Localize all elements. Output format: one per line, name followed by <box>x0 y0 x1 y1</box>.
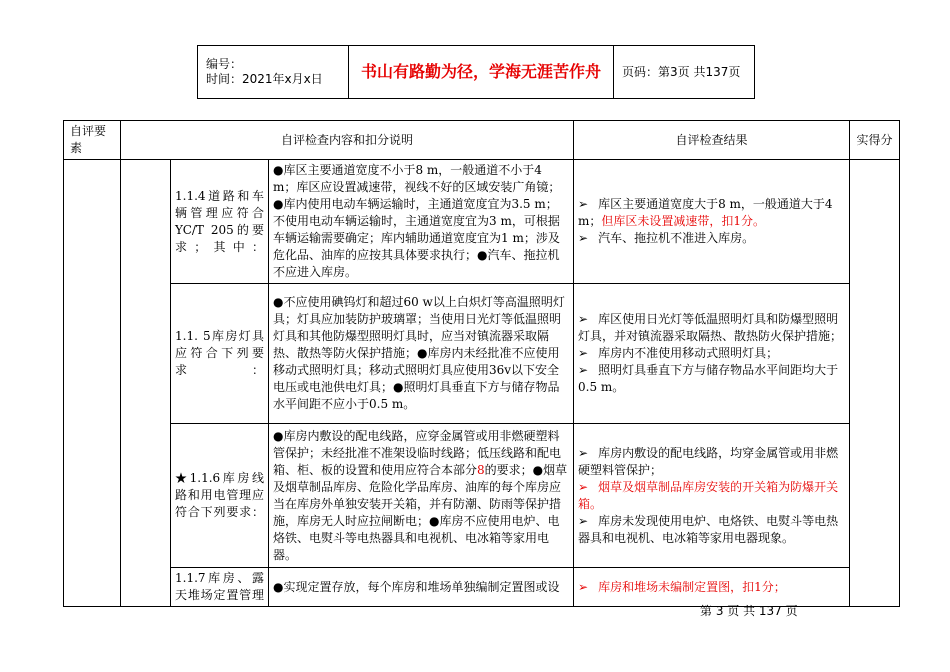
row-content: ●库房内敷设的配电线路，应穿金属管或用非燃硬塑料管保护；未经批准不准架设临时线路；低压线路和配电箱、柜、板的设置和使用应符合本部分8的要求；●烟草及烟草制品库房、危险化学品库房、油库的每个库房应当在库房外单独安装开关箱，并有防潮、防雨等保护措施，库房无人时应拉闸断电；●库房不应使用电炉、电烙铁、电熨斗等电热器具和电视机、电冰箱等家用电器。 <box>269 424 574 568</box>
row-result <box>574 284 850 424</box>
table-row <box>64 160 900 284</box>
row-label: 1.1.4道路和车辆管理应符合YC/T 205的要求；其中： <box>171 160 269 284</box>
result-item: ➢ 库区使用日光灯等低温照明灯具和防爆型照明灯具，并对镇流器采取隔热、散热防火保护措施； <box>578 311 845 345</box>
row-label: ★1.1.6库房线路和用电管理应符合下列要求： <box>171 424 269 568</box>
row-content: ●库区主要通道宽度不小于8 m，一般通道不小于4 m；库区应设置减速带，视线不好的区域安装广角镜；●库内使用电动车辆运输时，主通道宽度宜为3.5 m；不使用电动车辆运输时，主通道宽度宜为3 m，可根据车辆运输需要确定；库内辅助通道宽度宜为1 m；涉及危化品、油库的应按其具体要求执行；●汽车、拖拉机不应进入库房。 <box>269 160 574 284</box>
row-content: ●不应使用碘钨灯和超过60 w以上白炽灯等高温照明灯具；灯具应加装防护玻璃罩；当使用日光灯等低温照明灯具和其他防爆型照明灯具时，应当对镇流器采取隔热、散热等防火保护措施；●库房内未经批准不应使用移动式照明灯具；移动式照明灯具应使用36v以下安全电压或电池供电灯具；●照明灯具垂直下方与储存物品水平间距不应小于0.5 m。 <box>269 284 574 424</box>
clause-reference: 8 <box>477 462 485 477</box>
row-label: 1.1.7库房、露天堆场定置管理 <box>171 568 269 607</box>
result-item: ➢ 库区主要通道宽度大于8 m，一般通道大于4 m；但库区未设置减速带，扣1分。 <box>578 196 845 230</box>
row-result <box>574 568 850 607</box>
table-row <box>64 284 900 424</box>
result-item: ➢ 照明灯具垂直下方与储存物品水平间距均大于0.5 m。 <box>578 362 845 396</box>
document-header <box>197 45 755 99</box>
score-cell <box>850 160 900 607</box>
result-item: ➢ 库房和堆场未编制定置图，扣1分； <box>578 579 845 596</box>
col-header-element: 自评要素 <box>64 121 121 160</box>
page-footer: 第 3 页 共 137 页 <box>700 604 798 618</box>
motto: 书山有路勤为径，学海无涯苦作舟 <box>360 61 601 81</box>
row-label: 1.1. 5库房灯具应符合下列要求： <box>171 284 269 424</box>
col-header-result: 自评检查结果 <box>574 121 850 160</box>
self-evaluation-table <box>63 120 900 607</box>
result-item: ➢ 库房内不准使用移动式照明灯具； <box>578 345 845 362</box>
result-item: ➢ 库房内敷设的配电线路，均穿金属管或用非燃硬塑料管保护； <box>578 445 845 479</box>
sub-element-cell <box>121 160 171 607</box>
result-item: ➢ 库房未发现使用电炉、电烙铁、电熨斗等电热器具和电视机、电冰箱等家用电器现象。 <box>578 513 845 547</box>
date-label: 时间：2021年x月x日 <box>206 72 323 86</box>
page-label: 页码：第3页 共137页 <box>614 46 755 99</box>
col-header-score: 实得分 <box>850 121 900 160</box>
element-cell <box>64 160 121 607</box>
table-header-row <box>64 121 900 160</box>
row-result <box>574 160 850 284</box>
result-deduction: 但库区未设置减速带，扣1分。 <box>601 214 766 228</box>
header-motto-cell <box>349 46 614 99</box>
result-item: ➢ 汽车、拖拉机不准进入库房。 <box>578 230 845 247</box>
number-label: 编号： <box>206 57 243 71</box>
col-header-content: 自评检查内容和扣分说明 <box>121 121 574 160</box>
row-result <box>574 424 850 568</box>
table-row <box>64 568 900 607</box>
row-content: ●实现定置存放，每个库房和堆场单独编制定置图或设 <box>269 568 574 607</box>
header-meta <box>198 46 349 99</box>
result-item: ➢ 烟草及烟草制品库房安装的开关箱为防爆开关箱。 <box>578 479 845 513</box>
table-row <box>64 424 900 568</box>
